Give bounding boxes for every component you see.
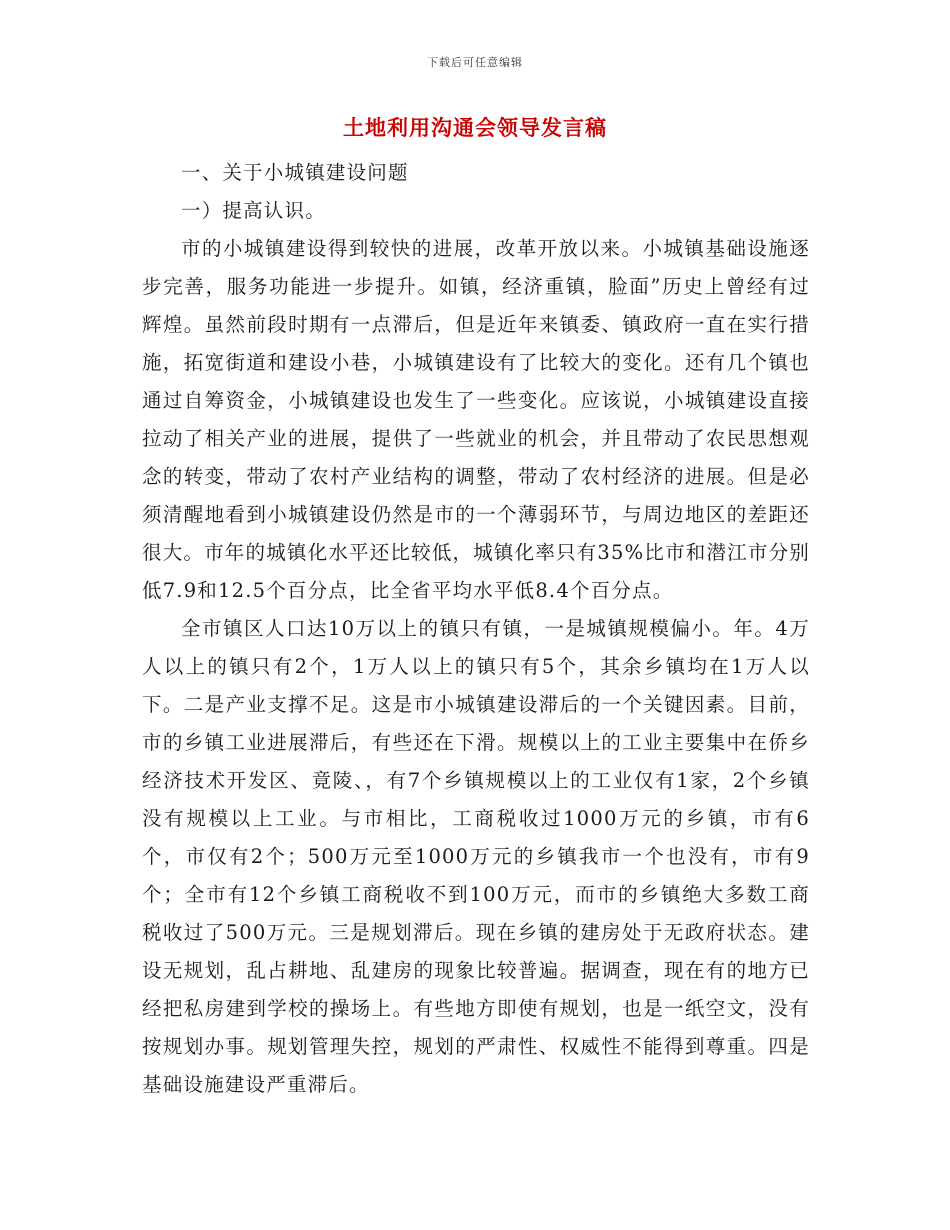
body-paragraph: 市的小城镇建设得到较快的进展，改革开放以来。小城镇基础设施逐步完善，服务功能进一步提升。如镇，经济重镇，脸面”历史上曾经有过辉煌。虽然前段时期有一点滞后，但是近年来镇委、镇政府一直在实行措施，拓宽街道和建设小巷，小城镇建设有了比较大的变化。还有几个镇也通过自筹资金，小城镇建设也发生了一些变化。应该说，小城镇建设直接拉动了相关产业的进展，提供了一些就业的机会，并且带动了农民思想观念的转变，带动了农村产业结构的调整，带动了农村经济的进展。但是必须清醒地看到小城镇建设仍然是市的一个薄弱环节，与周边地区的差距还很大。市年的城镇化水平还比较低，城镇化率只有35%比市和潜江市分别低7.9和12.5个百分点，比全省平均水平低8.4个百分点。 (142, 237, 810, 602)
subsection-heading: 一）提高认识。 (181, 199, 326, 222)
section-heading: 一、关于小城镇建设问题 (181, 161, 409, 184)
document-body (142, 154, 810, 1104)
document-title: 土地利用沟通会领导发言稿 (343, 115, 607, 140)
body-paragraph: 全市镇区人口达10万以上的镇只有镇，一是城镇规模偏小。年。4万人以上的镇只有2个，1万人以上的镇只有5个，其余乡镇均在1万人以下。二是产业支撑不足。这是市小城镇建设滞后的一个关键因素。目前，市的乡镇工业进展滞后，有些还在下滑。规模以上的工业主要集中在侨乡经济技术开发区、竟陵、，有7个乡镇规模以上的工业仅有1家，2个乡镇没有规模以上工业。与市相比，工商税收过1000万元的乡镇，市有6个，市仅有2个；500万元至1000万元的乡镇我市一个也没有，市有9个；全市有12个乡镇工商税收不到100万元，而市的乡镇绝大多数工商税收过了500万元。三是规划滞后。现在乡镇的建房处于无政府状态。建设无规划，乱占耕地、乱建房的现象比较普遍。据调查，现在有的地方已经把私房建到学校的操场上。有些地方即使有规划，也是一纸空文，没有按规划办事。规划管理失控，规划的严肃性、权威性不能得到尊重。四是基础设施建设严重滞后。 (142, 617, 810, 1096)
page-header: 下载后可任意编辑 (427, 56, 523, 69)
